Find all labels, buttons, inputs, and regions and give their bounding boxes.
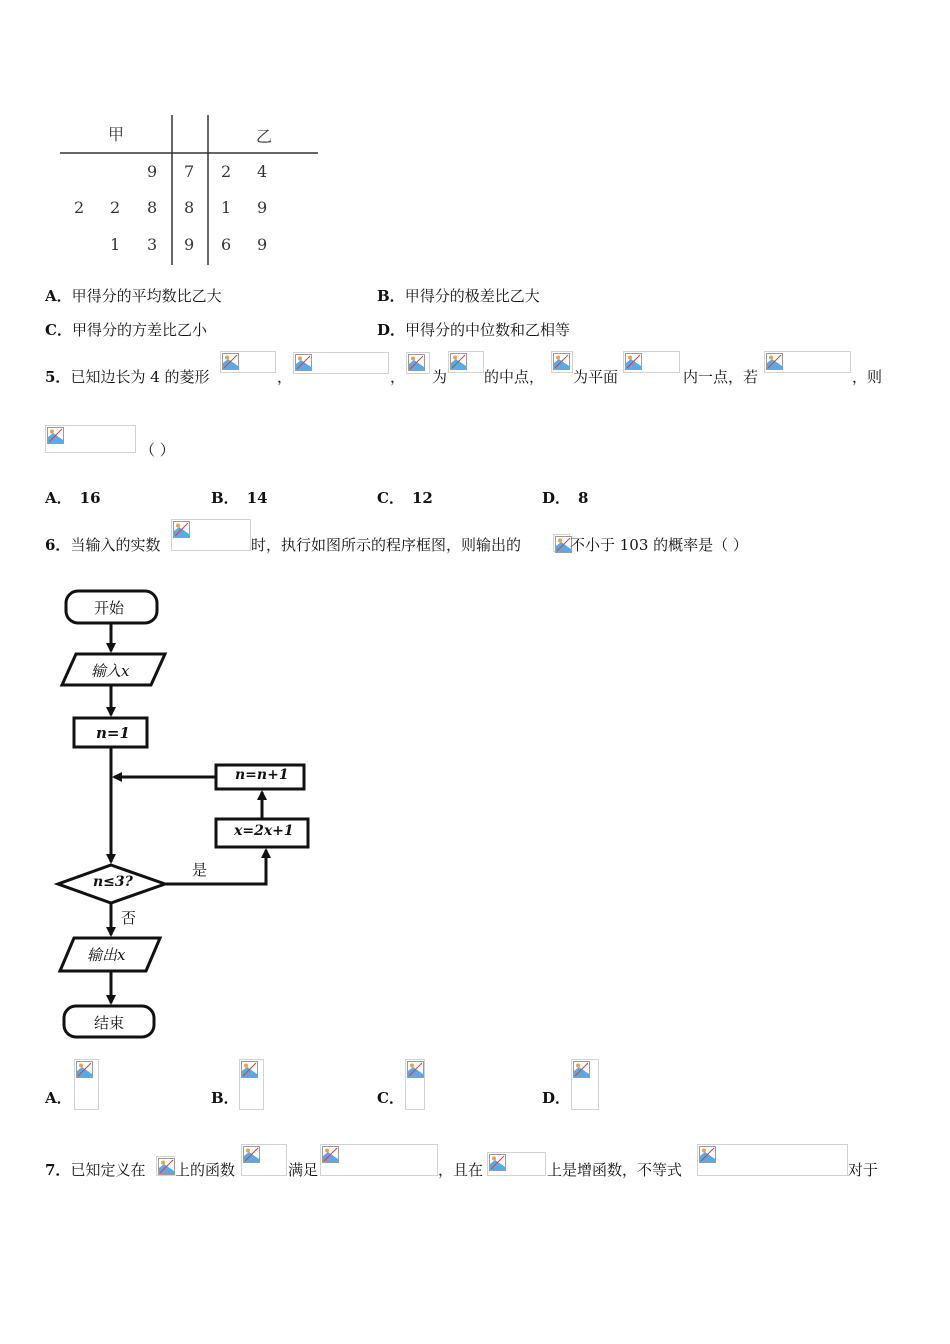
option-letter: A． — [45, 287, 72, 305]
right-leaf: 6 — [221, 235, 232, 254]
q6-line1 — [45, 535, 160, 555]
q6-text-3: 不小于 103 的概率是（ ） — [570, 536, 748, 554]
stem-value: 9 — [184, 235, 195, 254]
image-placeholder-icon — [222, 353, 239, 370]
image-placeholder-icon — [766, 353, 783, 370]
image-placeholder-icon — [173, 521, 190, 538]
left-leaf: 3 — [147, 235, 158, 254]
broken-image-icon — [74, 1059, 99, 1110]
q5-option-d — [542, 488, 588, 508]
flow-no-label: 否 — [121, 909, 137, 927]
right-leaf: 1 — [221, 198, 232, 217]
right-leaf: 2 — [221, 162, 232, 181]
flow-start-label: 开始 — [94, 599, 125, 617]
image-placeholder-icon — [625, 353, 642, 370]
q5-option-c — [377, 488, 433, 508]
left-leaf: 1 — [110, 235, 121, 254]
option-text: 甲得分的中位数和乙相等 — [405, 321, 571, 339]
flow-condition-label: n≤3? — [93, 874, 133, 890]
q5-option-a — [45, 488, 101, 508]
image-placeholder-icon — [699, 1146, 716, 1163]
image-placeholder-icon — [243, 1146, 260, 1163]
image-placeholder-icon — [553, 353, 570, 370]
flow-end-label: 结束 — [94, 1014, 125, 1032]
option-letter: C． — [45, 321, 72, 339]
option-text: 甲得分的方差比乙小 — [71, 321, 207, 339]
option-letter: B． — [377, 287, 405, 305]
broken-image-icon — [320, 1144, 438, 1176]
table-header-yi: 乙 — [256, 127, 273, 146]
broken-image-icon — [241, 1144, 287, 1176]
q5-paren: （ ） — [140, 441, 175, 459]
q6-text-1: 当输入的实数 — [70, 536, 161, 554]
image-placeholder-icon — [408, 354, 425, 371]
image-placeholder-icon — [450, 353, 467, 370]
q5-option-b — [211, 488, 268, 508]
broken-image-icon — [764, 351, 851, 373]
flow-update-x-label: x=2x+1 — [234, 823, 294, 839]
q5-text-1: 已知边长为 4 的菱形 — [70, 368, 210, 386]
option-letter: D． — [542, 489, 571, 507]
right-leaf: 9 — [257, 235, 268, 254]
broken-image-icon — [553, 534, 570, 552]
broken-image-icon — [406, 352, 430, 374]
broken-image-icon — [405, 1059, 425, 1110]
option-text: 12 — [411, 489, 433, 507]
broken-image-icon — [571, 1059, 599, 1110]
broken-image-icon — [551, 351, 573, 373]
image-placeholder-icon — [76, 1061, 93, 1078]
right-leaf: 9 — [257, 198, 268, 217]
flowchart — [50, 585, 325, 1045]
option-letter: A． — [45, 489, 72, 507]
q6-option-b: B． — [211, 1089, 239, 1107]
broken-image-icon — [623, 351, 680, 373]
option-text: 甲得分的平均数比乙大 — [71, 287, 222, 305]
broken-image-icon — [239, 1059, 264, 1110]
image-placeholder-icon — [241, 1061, 258, 1078]
q5-text-2: 为 — [432, 368, 448, 386]
left-leaf: 8 — [147, 198, 158, 217]
q7-text-4: ，且在 — [438, 1161, 484, 1179]
option-text: 16 — [79, 489, 101, 507]
flow-input-label: 输入x — [91, 662, 130, 680]
broken-image-icon — [45, 425, 136, 453]
question-number: 6． — [45, 536, 71, 554]
option-letter: D． — [377, 321, 406, 339]
q5-comma-2: ， — [390, 368, 406, 386]
q7-text-5: 上是增函数，不等式 — [547, 1161, 683, 1179]
flow-update-n-label: n=n+1 — [235, 767, 289, 783]
option-text: 8 — [578, 489, 589, 507]
q7-line1 — [45, 1160, 145, 1180]
broken-image-icon — [156, 1156, 175, 1176]
broken-image-icon — [487, 1152, 546, 1176]
q5-line1 — [45, 367, 210, 387]
q5-text-3: 的中点， — [484, 368, 545, 386]
table-header-jia: 甲 — [108, 125, 125, 144]
image-placeholder-icon — [158, 1158, 175, 1175]
image-placeholder-icon — [407, 1061, 424, 1078]
question-number: 5． — [45, 368, 71, 386]
image-placeholder-icon — [295, 354, 312, 371]
stem-value: 7 — [184, 162, 195, 181]
flow-arrows — [111, 623, 266, 1003]
option-letter: C． — [377, 489, 404, 507]
q6-option-c: C． — [377, 1089, 404, 1107]
flow-output-label: 输出x — [87, 946, 126, 964]
q6-option-a: A． — [45, 1089, 72, 1107]
q7-text-2: 上的函数 — [175, 1161, 236, 1179]
image-placeholder-icon — [322, 1146, 339, 1163]
left-leaf: 2 — [74, 198, 85, 217]
broken-image-icon — [293, 352, 389, 374]
left-leaf: 2 — [110, 198, 121, 217]
left-leaf: 9 — [147, 162, 158, 181]
image-placeholder-icon — [47, 427, 64, 444]
q4-option-d — [377, 320, 570, 340]
option-letter: B． — [211, 489, 239, 507]
question-number: 7． — [45, 1161, 71, 1179]
q7-text-6: 对于 — [848, 1161, 879, 1179]
broken-image-icon — [697, 1144, 848, 1176]
option-text: 甲得分的极差比乙大 — [404, 287, 540, 305]
q4-option-a — [45, 286, 222, 306]
q4-option-c — [45, 320, 207, 340]
q5-text-5: 内一点，若 — [683, 368, 759, 386]
q5-comma-1: ， — [277, 368, 293, 386]
q6-option-d: D． — [542, 1089, 571, 1107]
q5-text-4: 为平面 — [573, 368, 619, 386]
image-placeholder-icon — [489, 1154, 506, 1171]
image-placeholder-icon — [573, 1061, 590, 1078]
flow-yes-label: 是 — [192, 861, 208, 879]
broken-image-icon — [220, 351, 276, 373]
q6-text-2: 时，执行如图所示的程序框图，则输出的 — [251, 536, 522, 554]
broken-image-icon — [171, 519, 251, 551]
q7-text-3: 满足 — [288, 1161, 319, 1179]
q5-text-6: ，则 — [852, 368, 883, 386]
right-leaf: 4 — [257, 162, 268, 181]
q4-option-b — [377, 286, 540, 306]
q7-text-1: 已知定义在 — [70, 1161, 146, 1179]
stem-value: 8 — [184, 198, 195, 217]
broken-image-icon — [448, 351, 484, 373]
flow-init-label: n=1 — [96, 724, 130, 742]
option-text: 14 — [246, 489, 268, 507]
